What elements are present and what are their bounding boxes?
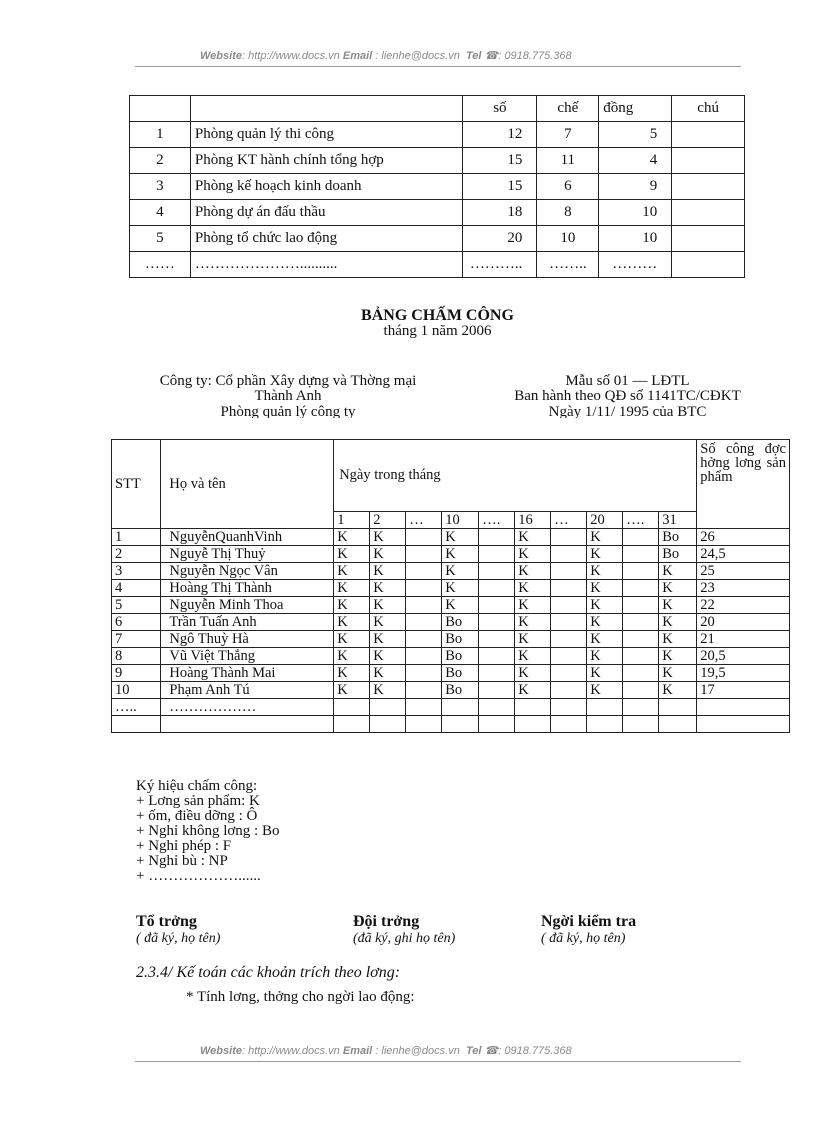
day-cell (551, 580, 587, 597)
stt-cell: ….. (112, 699, 161, 716)
attendance-row (112, 631, 790, 648)
dept-cell (672, 174, 745, 200)
day-header-cell: …. (623, 511, 659, 528)
day-cell: Bo (442, 648, 479, 665)
name-cell: Nguyễ Thị Thuỷ (161, 546, 334, 563)
legend-line: Ký hiệu chấm công: (136, 778, 258, 794)
section-heading: 2.3.4/ Kế toán các khoản trích theo lơng: (136, 964, 401, 981)
footer-tel-value: : 0918.775.368 (498, 1045, 572, 1057)
day-cell (479, 614, 515, 631)
day-cell (442, 716, 479, 733)
dept-cell: Phòng tổ chức lao động (190, 226, 463, 252)
total-cell: 23 (697, 580, 790, 597)
header-email-label: Email (342, 50, 373, 62)
legend-line: + ốm, điều dỡng : Ô (136, 808, 258, 824)
day-cell (406, 563, 442, 580)
day-cell (370, 716, 406, 733)
day-cell (515, 699, 551, 716)
day-cell (551, 597, 587, 614)
dept-cell: 18 (463, 200, 537, 226)
attendance-row (112, 665, 790, 682)
day-cell: K (370, 529, 406, 546)
day-cell: K (587, 665, 623, 682)
day-cell (479, 631, 515, 648)
dept-cell: 8 (537, 200, 599, 226)
day-cell (551, 563, 587, 580)
day-cell (479, 682, 515, 699)
dept-header-cell (130, 96, 191, 122)
signature-sub: ( đã ký, họ tên) (136, 931, 221, 946)
day-cell (551, 682, 587, 699)
footer-rule (135, 1061, 741, 1062)
stt-cell: 8 (112, 648, 161, 665)
day-cell (623, 563, 659, 580)
signature-sub: (đã ký, ghi họ tên) (353, 931, 456, 946)
name-cell: Vũ Việt Thắng (161, 648, 334, 665)
day-cell (370, 699, 406, 716)
header-name: Họ và tên (161, 440, 334, 529)
dept-cell: 3 (130, 174, 191, 200)
company-info (118, 374, 458, 418)
attendance-row (112, 563, 790, 580)
phone-icon: ☎ (484, 50, 499, 62)
day-cell (479, 665, 515, 682)
day-cell (406, 716, 442, 733)
day-cell: K (587, 563, 623, 580)
footer-tel-label: Tel (465, 1045, 482, 1057)
attendance-legend (136, 779, 279, 884)
header-tel-value: : 0918.775.368 (498, 50, 572, 62)
day-cell: K (334, 614, 370, 631)
signature-title: Ngời kiểm tra (541, 913, 637, 930)
dept-row (130, 226, 745, 252)
form-line3: Ngày 1/11/ 1995 của BTC (548, 404, 707, 418)
day-cell (515, 716, 551, 733)
day-cell (623, 716, 659, 733)
day-cell: K (515, 563, 551, 580)
day-header-cell: …. (479, 511, 515, 528)
header-stt: STT (112, 440, 161, 529)
company-line2: Thành Anh (254, 388, 322, 404)
day-cell: K (442, 563, 479, 580)
day-cell: K (587, 529, 623, 546)
dept-cell: 20 (463, 226, 537, 252)
name-cell (161, 716, 334, 733)
day-cell (623, 665, 659, 682)
dept-cell: Phòng quản lý thi công (190, 122, 463, 148)
total-cell: 26 (697, 529, 790, 546)
day-cell (406, 580, 442, 597)
total-cell: 22 (697, 597, 790, 614)
attendance-row (112, 546, 790, 563)
day-cell (479, 563, 515, 580)
attendance-header-row (112, 440, 790, 512)
day-cell: K (334, 546, 370, 563)
footer-website-url: : http://www.docs.vn (241, 1045, 340, 1057)
day-cell: K (334, 648, 370, 665)
day-cell (406, 597, 442, 614)
day-cell: K (587, 682, 623, 699)
day-cell (623, 699, 659, 716)
day-cell: K (515, 648, 551, 665)
dept-cell: 10 (599, 200, 672, 226)
day-cell (623, 529, 659, 546)
stt-cell: 1 (112, 529, 161, 546)
company-line3: Phòng quản lý công ty (220, 404, 356, 418)
day-cell: K (370, 631, 406, 648)
dept-header-cell: chế (537, 96, 599, 122)
stt-cell: 2 (112, 546, 161, 563)
day-cell (442, 699, 479, 716)
dept-cell: 12 (463, 122, 537, 148)
signature-team-leader (136, 913, 220, 947)
dept-cell: 4 (599, 148, 672, 174)
day-cell (406, 648, 442, 665)
day-cell: K (515, 529, 551, 546)
day-cell: K (334, 580, 370, 597)
day-cell: K (334, 682, 370, 699)
day-cell (659, 716, 697, 733)
header-total: Số công đợc hởng lơng sản phẩm (697, 440, 790, 529)
day-cell (479, 716, 515, 733)
footer-email-label: Email (342, 1045, 373, 1057)
day-cell: K (370, 648, 406, 665)
day-cell: K (370, 614, 406, 631)
day-cell: K (334, 597, 370, 614)
dept-cell: ………………….......... (190, 252, 463, 278)
name-cell: Phạm Anh Tú (161, 682, 334, 699)
dept-cell: 9 (599, 174, 672, 200)
day-cell (406, 682, 442, 699)
signature-title: Tổ trởng (136, 913, 197, 930)
dept-cell: 2 (130, 148, 191, 174)
form-line2: Ban hành theo QĐ số 1141TC/CĐKT (514, 388, 741, 404)
day-cell (551, 665, 587, 682)
name-cell: Nguyễn Ngọc Vân (161, 563, 334, 580)
day-cell (623, 648, 659, 665)
legend-line: + Nghỉ phép : F (136, 838, 232, 854)
day-cell: K (370, 546, 406, 563)
day-header-cell: 1 (334, 511, 370, 528)
legend-line: + Lơng sản phẩm: K (136, 793, 260, 809)
dept-cell: 5 (599, 122, 672, 148)
day-cell (406, 529, 442, 546)
day-cell: K (515, 665, 551, 682)
dept-cell (672, 226, 745, 252)
day-header-cell: 16 (515, 511, 551, 528)
day-cell (334, 699, 370, 716)
total-cell: 20 (697, 614, 790, 631)
stt-cell: 4 (112, 580, 161, 597)
phone-icon: ☎ (484, 1045, 499, 1057)
day-cell: K (334, 631, 370, 648)
day-cell: K (587, 648, 623, 665)
day-cell: K (442, 597, 479, 614)
day-cell: K (587, 580, 623, 597)
dept-cell: 15 (463, 148, 537, 174)
day-cell: Bo (442, 614, 479, 631)
dept-cell: 15 (463, 174, 537, 200)
attendance-row (112, 580, 790, 597)
day-cell (551, 546, 587, 563)
header-email-value: : lienhe@docs.vn (375, 50, 460, 62)
page-title (0, 307, 816, 339)
dept-cell: 10 (537, 226, 599, 252)
day-cell: K (515, 631, 551, 648)
page-header (200, 49, 572, 62)
header-rule (135, 66, 741, 67)
dept-header-row (130, 96, 745, 122)
form-info (470, 374, 785, 418)
day-cell (406, 665, 442, 682)
day-cell: K (515, 597, 551, 614)
day-cell: K (334, 665, 370, 682)
day-cell: K (370, 597, 406, 614)
header-tel-label: Tel (465, 50, 482, 62)
signature-title: Đội trởng (353, 913, 420, 930)
day-cell (479, 546, 515, 563)
day-cell: K (370, 665, 406, 682)
dept-cell (672, 200, 745, 226)
day-cell: Bo (442, 665, 479, 682)
day-cell (551, 631, 587, 648)
dept-row (130, 200, 745, 226)
day-cell: K (587, 614, 623, 631)
name-cell: Ngô Thuỳ Hà (161, 631, 334, 648)
signature-squad-leader (353, 913, 455, 947)
day-header-cell: 10 (442, 511, 479, 528)
day-cell (479, 580, 515, 597)
dept-cell: 1 (130, 122, 191, 148)
day-cell (334, 716, 370, 733)
dept-header-cell: đồng (599, 96, 672, 122)
name-cell: Hoàng Thành Mai (161, 665, 334, 682)
day-cell (623, 631, 659, 648)
section-bullet: * Tính lơng, thởng cho ngời lao động: (186, 989, 415, 1005)
dept-cell: Phòng kế hoạch kinh doanh (190, 174, 463, 200)
day-cell: K (370, 580, 406, 597)
attendance-row (112, 648, 790, 665)
day-cell: K (334, 529, 370, 546)
header-days: Ngày trong tháng (334, 440, 697, 512)
day-cell: K (587, 631, 623, 648)
day-header-cell: 20 (587, 511, 623, 528)
total-cell: 19,5 (697, 665, 790, 682)
day-cell: Bo (659, 529, 697, 546)
stt-cell: 7 (112, 631, 161, 648)
day-cell (551, 648, 587, 665)
dept-cell: 7 (537, 122, 599, 148)
dept-header-cell (190, 96, 463, 122)
day-cell: K (515, 580, 551, 597)
dept-cell: …….. (537, 252, 599, 278)
day-cell (551, 614, 587, 631)
day-cell: K (370, 563, 406, 580)
attendance-row (112, 699, 790, 716)
attendance-row (112, 529, 790, 546)
day-cell (587, 699, 623, 716)
attendance-table (111, 439, 790, 733)
stt-cell: 6 (112, 614, 161, 631)
footer-email-value: : lienhe@docs.vn (375, 1045, 460, 1057)
stt-cell: 9 (112, 665, 161, 682)
legend-line: + Nghỉ bù : NP (136, 853, 228, 869)
day-cell: Bo (659, 546, 697, 563)
total-cell (697, 716, 790, 733)
total-cell: 24,5 (697, 546, 790, 563)
day-cell: K (442, 580, 479, 597)
day-cell: K (659, 580, 697, 597)
dept-cell: Phòng KT hành chính tổng hợp (190, 148, 463, 174)
dept-row (130, 122, 745, 148)
day-cell (551, 716, 587, 733)
day-cell: K (659, 648, 697, 665)
total-cell: 21 (697, 631, 790, 648)
day-cell: K (587, 546, 623, 563)
day-cell: K (370, 682, 406, 699)
day-cell (406, 546, 442, 563)
day-cell (479, 529, 515, 546)
dept-header-cell: số (463, 96, 537, 122)
day-cell: K (659, 682, 697, 699)
day-cell: K (587, 597, 623, 614)
signature-sub: ( đã ký, họ tên) (541, 931, 626, 946)
day-cell (623, 580, 659, 597)
day-cell: K (659, 631, 697, 648)
total-cell: 25 (697, 563, 790, 580)
company-line1: Công ty: Cổ phần Xây dựng và Thờng mại (159, 373, 417, 389)
day-cell (406, 614, 442, 631)
day-cell (623, 546, 659, 563)
name-cell: ……………… (161, 699, 334, 716)
dept-cell: 5 (130, 226, 191, 252)
dept-cell: 4 (130, 200, 191, 226)
total-cell: 17 (697, 682, 790, 699)
department-table (129, 95, 745, 278)
day-cell: K (515, 546, 551, 563)
stt-cell (112, 716, 161, 733)
footer-website-label: Website (200, 1045, 242, 1057)
dept-cell (672, 252, 745, 278)
day-cell (623, 597, 659, 614)
day-header-cell: 31 (659, 511, 697, 528)
dept-row (130, 148, 745, 174)
form-line1: Mẫu số 01 — LĐTL (565, 373, 690, 389)
dept-cell (672, 148, 745, 174)
dept-cell (672, 122, 745, 148)
attendance-row (112, 716, 790, 733)
dept-cell: …… (130, 252, 191, 278)
header-website-label: Website (200, 50, 242, 62)
header-website-url: : http://www.docs.vn (241, 50, 340, 62)
day-cell (479, 648, 515, 665)
title-sub: tháng 1 năm 2006 (383, 323, 492, 339)
name-cell: Hoàng Thị Thành (161, 580, 334, 597)
total-cell: 20,5 (697, 648, 790, 665)
day-cell: K (442, 529, 479, 546)
day-cell: K (659, 563, 697, 580)
dept-cell: ……… (599, 252, 672, 278)
dept-cell: 6 (537, 174, 599, 200)
day-header-cell: … (406, 511, 442, 528)
day-cell: Bo (442, 682, 479, 699)
day-cell (659, 699, 697, 716)
day-header-cell: … (551, 511, 587, 528)
day-cell (479, 699, 515, 716)
stt-cell: 10 (112, 682, 161, 699)
day-cell (587, 716, 623, 733)
day-cell: Bo (442, 631, 479, 648)
day-cell: K (515, 614, 551, 631)
attendance-row (112, 614, 790, 631)
name-cell: Nguyễn Minh Thoa (161, 597, 334, 614)
day-cell (623, 682, 659, 699)
day-header-cell: 2 (370, 511, 406, 528)
page-footer (200, 1044, 572, 1057)
dept-cell: 11 (537, 148, 599, 174)
dept-row (130, 174, 745, 200)
legend-line: + ………………...... (136, 868, 261, 884)
stt-cell: 3 (112, 563, 161, 580)
attendance-row (112, 597, 790, 614)
total-cell (697, 699, 790, 716)
day-cell: K (442, 546, 479, 563)
signature-inspector (541, 913, 636, 947)
day-cell (623, 614, 659, 631)
legend-line: + Nghỉ không lơng : Bo (136, 823, 280, 839)
day-cell: K (515, 682, 551, 699)
attendance-row (112, 682, 790, 699)
name-cell: Trần Tuấn Anh (161, 614, 334, 631)
day-cell (551, 529, 587, 546)
name-cell: NguyễnQuanhVinh (161, 529, 334, 546)
dept-cell: ……….. (463, 252, 537, 278)
dept-cell: 10 (599, 226, 672, 252)
dept-row (130, 252, 745, 278)
stt-cell: 5 (112, 597, 161, 614)
day-cell: K (334, 563, 370, 580)
day-cell: K (659, 665, 697, 682)
day-cell: K (659, 597, 697, 614)
dept-header-cell: chú (672, 96, 745, 122)
title-main: BẢNG CHẤM CÔNG (361, 307, 514, 324)
day-cell: K (659, 614, 697, 631)
day-cell (479, 597, 515, 614)
day-cell (551, 699, 587, 716)
dept-cell: Phòng dự án đấu thầu (190, 200, 463, 226)
day-cell (406, 631, 442, 648)
day-cell (406, 699, 442, 716)
